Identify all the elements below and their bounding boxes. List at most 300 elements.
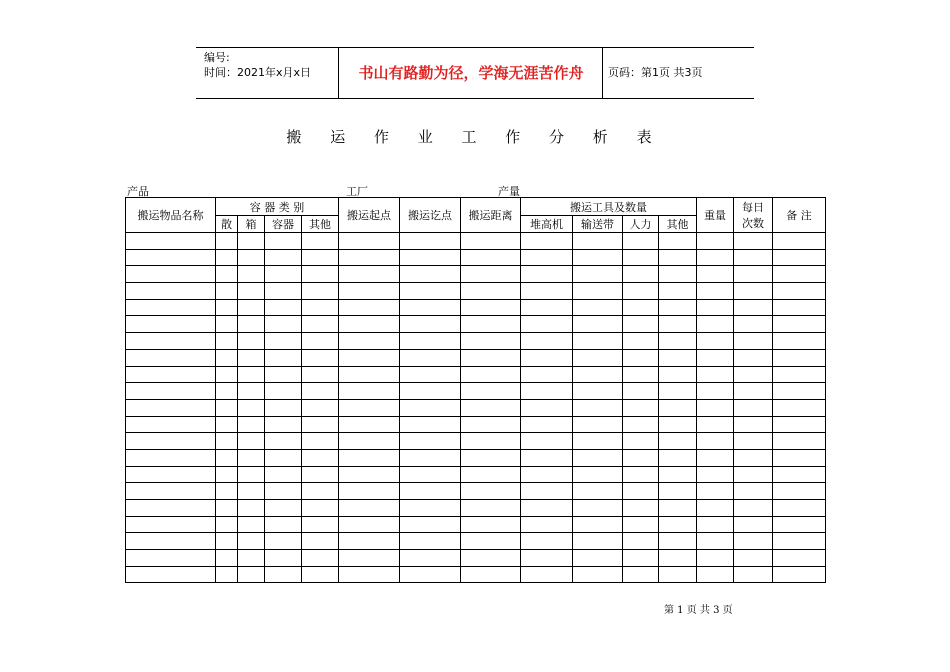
table-cell[interactable] bbox=[238, 550, 265, 567]
table-cell[interactable] bbox=[265, 266, 302, 283]
table-cell[interactable] bbox=[238, 233, 265, 250]
table-cell[interactable] bbox=[216, 449, 238, 466]
table-cell[interactable] bbox=[265, 449, 302, 466]
table-cell[interactable] bbox=[623, 249, 659, 266]
table-cell[interactable] bbox=[623, 483, 659, 500]
table-cell[interactable] bbox=[126, 383, 216, 400]
table-cell[interactable] bbox=[521, 516, 573, 533]
table-cell[interactable] bbox=[659, 483, 697, 500]
table-cell[interactable] bbox=[238, 449, 265, 466]
table-cell[interactable] bbox=[400, 399, 461, 416]
table-cell[interactable] bbox=[265, 333, 302, 350]
table-cell[interactable] bbox=[302, 449, 339, 466]
table-cell[interactable] bbox=[697, 550, 734, 567]
table-cell[interactable] bbox=[339, 500, 400, 517]
table-cell[interactable] bbox=[400, 349, 461, 366]
table-cell[interactable] bbox=[265, 366, 302, 383]
table-cell[interactable] bbox=[302, 383, 339, 400]
table-cell[interactable] bbox=[265, 383, 302, 400]
table-cell[interactable] bbox=[216, 483, 238, 500]
table-cell[interactable] bbox=[623, 266, 659, 283]
table-cell[interactable] bbox=[734, 249, 773, 266]
table-cell[interactable] bbox=[216, 399, 238, 416]
table-cell[interactable] bbox=[265, 233, 302, 250]
table-cell[interactable] bbox=[573, 233, 623, 250]
table-cell[interactable] bbox=[461, 449, 521, 466]
table-cell[interactable] bbox=[238, 299, 265, 316]
table-cell[interactable] bbox=[238, 316, 265, 333]
table-cell[interactable] bbox=[400, 566, 461, 583]
table-cell[interactable] bbox=[238, 249, 265, 266]
table-cell[interactable] bbox=[126, 233, 216, 250]
table-cell[interactable] bbox=[302, 550, 339, 567]
table-cell[interactable] bbox=[659, 333, 697, 350]
table-cell[interactable] bbox=[734, 333, 773, 350]
table-cell[interactable] bbox=[659, 266, 697, 283]
table-cell[interactable] bbox=[461, 416, 521, 433]
table-cell[interactable] bbox=[400, 383, 461, 400]
table-cell[interactable] bbox=[216, 466, 238, 483]
table-cell[interactable] bbox=[734, 500, 773, 517]
table-cell[interactable] bbox=[461, 299, 521, 316]
table-cell[interactable] bbox=[573, 500, 623, 517]
table-cell[interactable] bbox=[623, 316, 659, 333]
table-cell[interactable] bbox=[659, 416, 697, 433]
table-cell[interactable] bbox=[400, 299, 461, 316]
table-cell[interactable] bbox=[773, 483, 826, 500]
table-cell[interactable] bbox=[697, 233, 734, 250]
table-cell[interactable] bbox=[265, 500, 302, 517]
table-cell[interactable] bbox=[461, 383, 521, 400]
table-cell[interactable] bbox=[302, 366, 339, 383]
table-cell[interactable] bbox=[302, 233, 339, 250]
table-cell[interactable] bbox=[216, 366, 238, 383]
table-cell[interactable] bbox=[400, 366, 461, 383]
table-cell[interactable] bbox=[773, 533, 826, 550]
table-cell[interactable] bbox=[623, 299, 659, 316]
table-cell[interactable] bbox=[461, 533, 521, 550]
table-cell[interactable] bbox=[734, 566, 773, 583]
table-cell[interactable] bbox=[339, 416, 400, 433]
table-cell[interactable] bbox=[697, 500, 734, 517]
table-cell[interactable] bbox=[773, 516, 826, 533]
table-cell[interactable] bbox=[265, 416, 302, 433]
table-cell[interactable] bbox=[521, 533, 573, 550]
table-cell[interactable] bbox=[773, 249, 826, 266]
table-cell[interactable] bbox=[573, 483, 623, 500]
table-cell[interactable] bbox=[773, 383, 826, 400]
table-cell[interactable] bbox=[238, 433, 265, 450]
table-cell[interactable] bbox=[400, 283, 461, 300]
table-cell[interactable] bbox=[623, 366, 659, 383]
table-cell[interactable] bbox=[659, 433, 697, 450]
table-cell[interactable] bbox=[302, 466, 339, 483]
table-cell[interactable] bbox=[126, 516, 216, 533]
table-cell[interactable] bbox=[697, 516, 734, 533]
table-cell[interactable] bbox=[461, 266, 521, 283]
table-cell[interactable] bbox=[216, 349, 238, 366]
table-cell[interactable] bbox=[265, 533, 302, 550]
table-cell[interactable] bbox=[573, 383, 623, 400]
table-cell[interactable] bbox=[400, 449, 461, 466]
table-cell[interactable] bbox=[216, 433, 238, 450]
table-cell[interactable] bbox=[126, 299, 216, 316]
table-cell[interactable] bbox=[302, 416, 339, 433]
table-cell[interactable] bbox=[659, 533, 697, 550]
table-cell[interactable] bbox=[697, 433, 734, 450]
table-cell[interactable] bbox=[126, 449, 216, 466]
table-cell[interactable] bbox=[521, 500, 573, 517]
table-cell[interactable] bbox=[734, 366, 773, 383]
table-cell[interactable] bbox=[302, 433, 339, 450]
table-cell[interactable] bbox=[521, 433, 573, 450]
table-cell[interactable] bbox=[521, 550, 573, 567]
table-cell[interactable] bbox=[339, 483, 400, 500]
table-cell[interactable] bbox=[773, 283, 826, 300]
table-cell[interactable] bbox=[238, 383, 265, 400]
table-cell[interactable] bbox=[734, 449, 773, 466]
table-cell[interactable] bbox=[734, 299, 773, 316]
table-cell[interactable] bbox=[734, 349, 773, 366]
table-cell[interactable] bbox=[697, 399, 734, 416]
table-cell[interactable] bbox=[216, 266, 238, 283]
table-cell[interactable] bbox=[734, 383, 773, 400]
table-cell[interactable] bbox=[461, 566, 521, 583]
table-cell[interactable] bbox=[302, 566, 339, 583]
table-cell[interactable] bbox=[461, 233, 521, 250]
table-cell[interactable] bbox=[302, 249, 339, 266]
table-cell[interactable] bbox=[339, 233, 400, 250]
table-cell[interactable] bbox=[697, 383, 734, 400]
table-cell[interactable] bbox=[238, 566, 265, 583]
table-cell[interactable] bbox=[697, 283, 734, 300]
table-cell[interactable] bbox=[400, 233, 461, 250]
table-cell[interactable] bbox=[623, 566, 659, 583]
table-cell[interactable] bbox=[302, 533, 339, 550]
table-cell[interactable] bbox=[623, 550, 659, 567]
table-cell[interactable] bbox=[623, 349, 659, 366]
table-cell[interactable] bbox=[238, 516, 265, 533]
table-cell[interactable] bbox=[521, 233, 573, 250]
table-cell[interactable] bbox=[697, 299, 734, 316]
table-cell[interactable] bbox=[238, 399, 265, 416]
table-cell[interactable] bbox=[461, 516, 521, 533]
table-cell[interactable] bbox=[623, 466, 659, 483]
table-cell[interactable] bbox=[400, 550, 461, 567]
table-cell[interactable] bbox=[265, 283, 302, 300]
table-cell[interactable] bbox=[659, 500, 697, 517]
table-cell[interactable] bbox=[461, 283, 521, 300]
table-cell[interactable] bbox=[521, 449, 573, 466]
table-cell[interactable] bbox=[521, 416, 573, 433]
table-cell[interactable] bbox=[265, 399, 302, 416]
table-cell[interactable] bbox=[339, 333, 400, 350]
table-cell[interactable] bbox=[659, 316, 697, 333]
table-cell[interactable] bbox=[697, 466, 734, 483]
table-cell[interactable] bbox=[573, 449, 623, 466]
table-cell[interactable] bbox=[126, 566, 216, 583]
table-cell[interactable] bbox=[400, 249, 461, 266]
table-cell[interactable] bbox=[623, 233, 659, 250]
table-cell[interactable] bbox=[400, 433, 461, 450]
table-cell[interactable] bbox=[461, 500, 521, 517]
table-cell[interactable] bbox=[339, 433, 400, 450]
table-cell[interactable] bbox=[659, 349, 697, 366]
table-cell[interactable] bbox=[623, 533, 659, 550]
table-cell[interactable] bbox=[734, 316, 773, 333]
table-cell[interactable] bbox=[400, 416, 461, 433]
table-cell[interactable] bbox=[238, 466, 265, 483]
table-cell[interactable] bbox=[573, 433, 623, 450]
table-cell[interactable] bbox=[734, 233, 773, 250]
table-cell[interactable] bbox=[126, 333, 216, 350]
table-cell[interactable] bbox=[400, 533, 461, 550]
table-cell[interactable] bbox=[623, 383, 659, 400]
table-cell[interactable] bbox=[400, 500, 461, 517]
table-cell[interactable] bbox=[265, 433, 302, 450]
table-cell[interactable] bbox=[216, 249, 238, 266]
table-cell[interactable] bbox=[461, 249, 521, 266]
table-cell[interactable] bbox=[623, 433, 659, 450]
table-cell[interactable] bbox=[339, 449, 400, 466]
table-cell[interactable] bbox=[302, 266, 339, 283]
table-cell[interactable] bbox=[734, 416, 773, 433]
table-cell[interactable] bbox=[238, 416, 265, 433]
table-cell[interactable] bbox=[302, 333, 339, 350]
table-cell[interactable] bbox=[773, 449, 826, 466]
table-cell[interactable] bbox=[265, 566, 302, 583]
table-cell[interactable] bbox=[339, 283, 400, 300]
table-cell[interactable] bbox=[573, 533, 623, 550]
table-cell[interactable] bbox=[126, 483, 216, 500]
table-cell[interactable] bbox=[773, 466, 826, 483]
table-cell[interactable] bbox=[216, 383, 238, 400]
table-cell[interactable] bbox=[697, 266, 734, 283]
table-cell[interactable] bbox=[573, 466, 623, 483]
table-cell[interactable] bbox=[339, 399, 400, 416]
table-cell[interactable] bbox=[302, 316, 339, 333]
table-cell[interactable] bbox=[659, 299, 697, 316]
table-cell[interactable] bbox=[238, 533, 265, 550]
table-cell[interactable] bbox=[573, 316, 623, 333]
table-cell[interactable] bbox=[339, 349, 400, 366]
table-cell[interactable] bbox=[573, 249, 623, 266]
table-cell[interactable] bbox=[126, 399, 216, 416]
table-cell[interactable] bbox=[461, 366, 521, 383]
table-cell[interactable] bbox=[697, 566, 734, 583]
table-cell[interactable] bbox=[238, 500, 265, 517]
table-cell[interactable] bbox=[734, 466, 773, 483]
table-cell[interactable] bbox=[773, 550, 826, 567]
table-cell[interactable] bbox=[773, 233, 826, 250]
table-cell[interactable] bbox=[461, 550, 521, 567]
table-cell[interactable] bbox=[697, 316, 734, 333]
table-cell[interactable] bbox=[126, 366, 216, 383]
table-cell[interactable] bbox=[126, 349, 216, 366]
table-cell[interactable] bbox=[265, 249, 302, 266]
table-cell[interactable] bbox=[265, 516, 302, 533]
table-cell[interactable] bbox=[521, 566, 573, 583]
table-cell[interactable] bbox=[126, 416, 216, 433]
table-cell[interactable] bbox=[461, 316, 521, 333]
table-cell[interactable] bbox=[216, 500, 238, 517]
table-cell[interactable] bbox=[773, 333, 826, 350]
table-cell[interactable] bbox=[339, 533, 400, 550]
table-cell[interactable] bbox=[659, 466, 697, 483]
table-cell[interactable] bbox=[773, 500, 826, 517]
table-cell[interactable] bbox=[734, 433, 773, 450]
table-cell[interactable] bbox=[521, 333, 573, 350]
table-cell[interactable] bbox=[573, 550, 623, 567]
table-cell[interactable] bbox=[126, 249, 216, 266]
table-cell[interactable] bbox=[573, 333, 623, 350]
table-cell[interactable] bbox=[238, 333, 265, 350]
table-cell[interactable] bbox=[238, 283, 265, 300]
table-cell[interactable] bbox=[521, 383, 573, 400]
table-cell[interactable] bbox=[623, 516, 659, 533]
table-cell[interactable] bbox=[659, 550, 697, 567]
table-cell[interactable] bbox=[573, 516, 623, 533]
table-cell[interactable] bbox=[302, 283, 339, 300]
table-cell[interactable] bbox=[339, 266, 400, 283]
table-cell[interactable] bbox=[659, 399, 697, 416]
table-cell[interactable] bbox=[573, 566, 623, 583]
table-cell[interactable] bbox=[573, 283, 623, 300]
table-cell[interactable] bbox=[697, 483, 734, 500]
table-cell[interactable] bbox=[659, 566, 697, 583]
table-cell[interactable] bbox=[126, 283, 216, 300]
table-cell[interactable] bbox=[265, 466, 302, 483]
table-cell[interactable] bbox=[573, 299, 623, 316]
table-cell[interactable] bbox=[521, 299, 573, 316]
table-cell[interactable] bbox=[659, 366, 697, 383]
table-cell[interactable] bbox=[697, 416, 734, 433]
table-cell[interactable] bbox=[216, 316, 238, 333]
table-cell[interactable] bbox=[734, 483, 773, 500]
table-cell[interactable] bbox=[400, 333, 461, 350]
table-cell[interactable] bbox=[461, 433, 521, 450]
table-cell[interactable] bbox=[659, 249, 697, 266]
table-cell[interactable] bbox=[400, 516, 461, 533]
table-cell[interactable] bbox=[400, 266, 461, 283]
table-cell[interactable] bbox=[773, 566, 826, 583]
table-cell[interactable] bbox=[573, 399, 623, 416]
table-cell[interactable] bbox=[400, 466, 461, 483]
table-cell[interactable] bbox=[623, 416, 659, 433]
table-cell[interactable] bbox=[521, 316, 573, 333]
table-cell[interactable] bbox=[521, 349, 573, 366]
table-cell[interactable] bbox=[461, 333, 521, 350]
table-cell[interactable] bbox=[265, 299, 302, 316]
table-cell[interactable] bbox=[773, 416, 826, 433]
table-cell[interactable] bbox=[734, 550, 773, 567]
table-cell[interactable] bbox=[126, 550, 216, 567]
table-cell[interactable] bbox=[773, 433, 826, 450]
table-cell[interactable] bbox=[773, 299, 826, 316]
table-cell[interactable] bbox=[623, 500, 659, 517]
table-cell[interactable] bbox=[659, 516, 697, 533]
table-cell[interactable] bbox=[216, 533, 238, 550]
table-cell[interactable] bbox=[339, 466, 400, 483]
table-cell[interactable] bbox=[521, 366, 573, 383]
table-cell[interactable] bbox=[773, 399, 826, 416]
table-cell[interactable] bbox=[238, 366, 265, 383]
table-cell[interactable] bbox=[697, 249, 734, 266]
table-cell[interactable] bbox=[339, 316, 400, 333]
table-cell[interactable] bbox=[573, 416, 623, 433]
table-cell[interactable] bbox=[697, 449, 734, 466]
table-cell[interactable] bbox=[216, 299, 238, 316]
table-cell[interactable] bbox=[265, 550, 302, 567]
table-cell[interactable] bbox=[302, 516, 339, 533]
table-cell[interactable] bbox=[734, 533, 773, 550]
table-cell[interactable] bbox=[773, 349, 826, 366]
table-cell[interactable] bbox=[773, 316, 826, 333]
table-cell[interactable] bbox=[216, 416, 238, 433]
table-cell[interactable] bbox=[339, 516, 400, 533]
table-cell[interactable] bbox=[734, 399, 773, 416]
table-cell[interactable] bbox=[773, 266, 826, 283]
table-cell[interactable] bbox=[697, 333, 734, 350]
table-cell[interactable] bbox=[623, 283, 659, 300]
table-cell[interactable] bbox=[521, 249, 573, 266]
table-cell[interactable] bbox=[126, 266, 216, 283]
table-cell[interactable] bbox=[126, 316, 216, 333]
table-cell[interactable] bbox=[573, 366, 623, 383]
table-cell[interactable] bbox=[659, 383, 697, 400]
table-cell[interactable] bbox=[126, 433, 216, 450]
table-cell[interactable] bbox=[238, 266, 265, 283]
table-cell[interactable] bbox=[659, 449, 697, 466]
table-cell[interactable] bbox=[265, 483, 302, 500]
table-cell[interactable] bbox=[216, 550, 238, 567]
table-cell[interactable] bbox=[339, 249, 400, 266]
table-cell[interactable] bbox=[265, 349, 302, 366]
table-cell[interactable] bbox=[126, 500, 216, 517]
table-cell[interactable] bbox=[659, 283, 697, 300]
table-cell[interactable] bbox=[339, 299, 400, 316]
table-cell[interactable] bbox=[734, 283, 773, 300]
table-cell[interactable] bbox=[461, 349, 521, 366]
table-cell[interactable] bbox=[339, 566, 400, 583]
table-cell[interactable] bbox=[461, 483, 521, 500]
table-cell[interactable] bbox=[697, 349, 734, 366]
table-cell[interactable] bbox=[126, 466, 216, 483]
table-cell[interactable] bbox=[400, 316, 461, 333]
table-cell[interactable] bbox=[623, 449, 659, 466]
table-cell[interactable] bbox=[126, 533, 216, 550]
table-cell[interactable] bbox=[573, 266, 623, 283]
table-cell[interactable] bbox=[339, 383, 400, 400]
table-cell[interactable] bbox=[623, 333, 659, 350]
table-cell[interactable] bbox=[461, 466, 521, 483]
table-cell[interactable] bbox=[216, 283, 238, 300]
table-cell[interactable] bbox=[734, 516, 773, 533]
table-cell[interactable] bbox=[216, 233, 238, 250]
table-cell[interactable] bbox=[697, 533, 734, 550]
table-cell[interactable] bbox=[521, 466, 573, 483]
table-cell[interactable] bbox=[302, 500, 339, 517]
table-cell[interactable] bbox=[697, 366, 734, 383]
table-cell[interactable] bbox=[573, 349, 623, 366]
table-cell[interactable] bbox=[302, 349, 339, 366]
table-cell[interactable] bbox=[400, 483, 461, 500]
table-cell[interactable] bbox=[216, 333, 238, 350]
table-cell[interactable] bbox=[216, 516, 238, 533]
table-cell[interactable] bbox=[302, 399, 339, 416]
table-cell[interactable] bbox=[734, 266, 773, 283]
table-cell[interactable] bbox=[521, 283, 573, 300]
